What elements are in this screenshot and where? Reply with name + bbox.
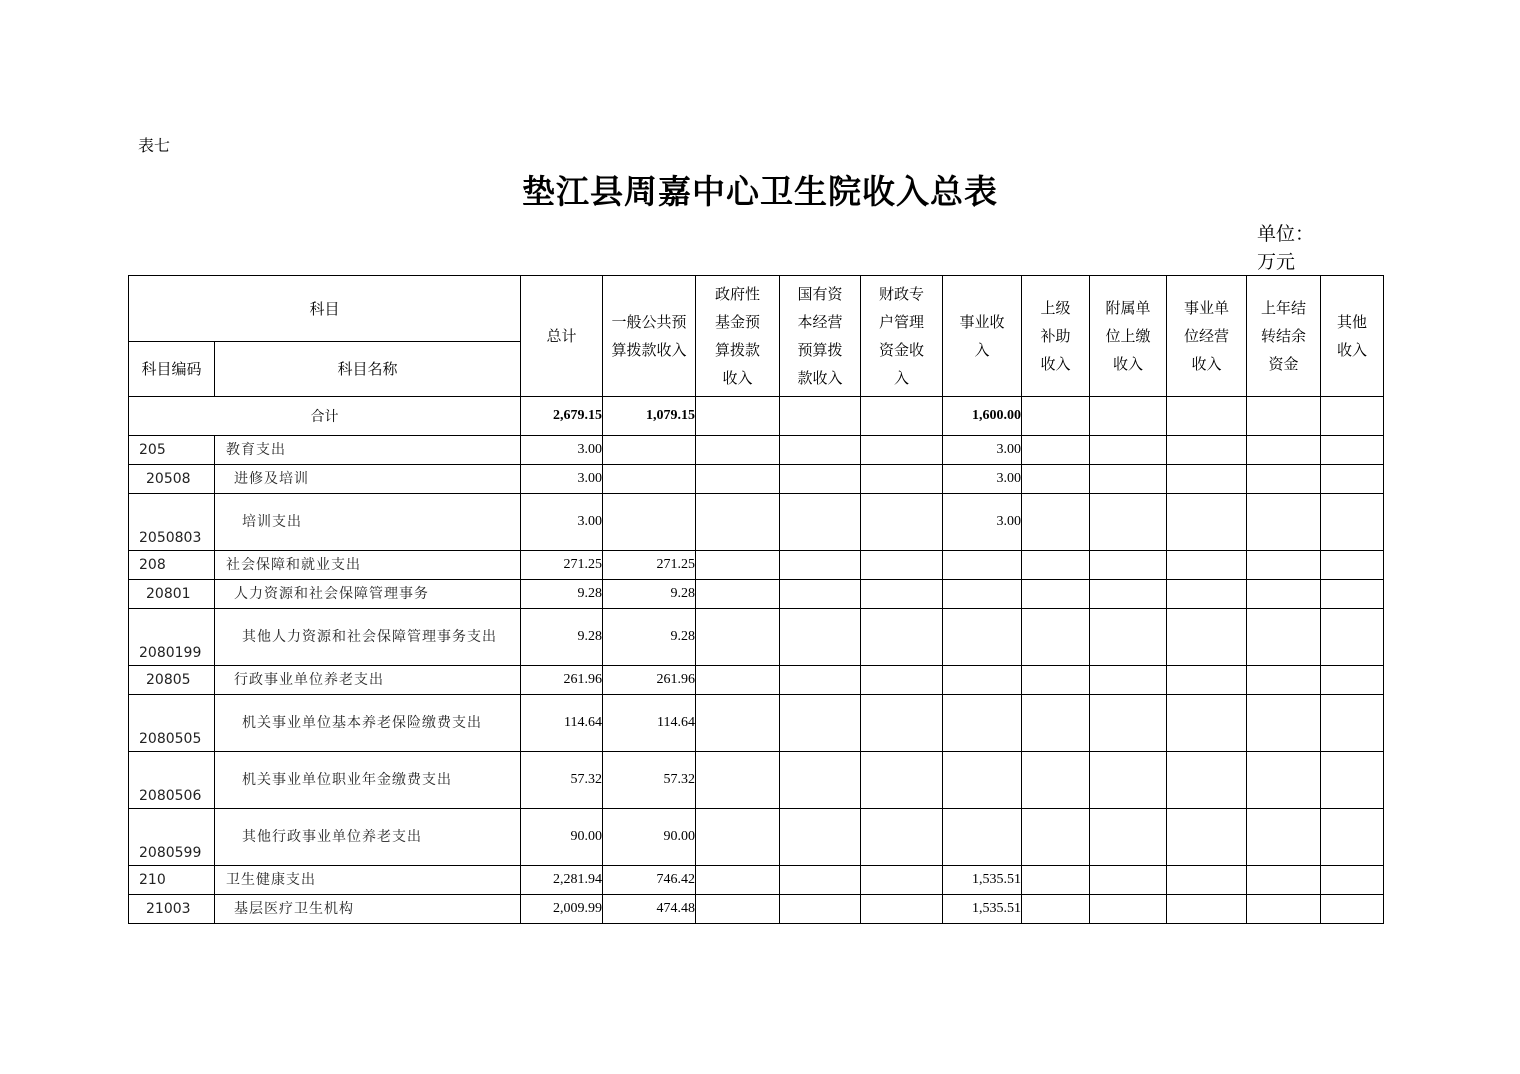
total-row [129,397,1384,436]
row-name: 人力资源和社会保障管理事务 [215,580,521,609]
total-gov-fund [696,397,780,436]
row-gov-fund [696,436,780,465]
total-operating [1167,397,1247,436]
total-business-income: 1,600.00 [943,397,1022,436]
row-affiliated [1090,666,1167,695]
row-special-account [861,609,943,666]
row-code: 20805 [129,666,215,695]
row-affiliated [1090,580,1167,609]
page-label: 表七 [138,136,171,155]
row-code: 20508 [129,465,215,494]
row-business-income: 3.00 [943,465,1022,494]
row-superior-subsidy [1022,866,1090,895]
row-superior-subsidy [1022,666,1090,695]
table-row [129,609,1384,666]
row-superior-subsidy [1022,809,1090,866]
row-other [1321,895,1384,924]
table-row [129,436,1384,465]
header-total: 总计 [521,276,603,397]
row-business-income [943,809,1022,866]
row-special-account [861,695,943,752]
header-affiliated: 附属单位上缴收入 [1090,276,1167,397]
row-affiliated [1090,752,1167,809]
row-other [1321,551,1384,580]
row-code: 2050803 [129,494,215,551]
row-state-capital [780,436,861,465]
row-carryover [1247,494,1321,551]
row-operating [1167,895,1247,924]
row-gov-fund [696,494,780,551]
total-special-account [861,397,943,436]
row-total: 261.96 [521,666,603,695]
row-superior-subsidy [1022,695,1090,752]
header-subject: 科目 [129,276,521,342]
row-name: 其他人力资源和社会保障管理事务支出 [215,609,521,666]
row-carryover [1247,895,1321,924]
row-carryover [1247,609,1321,666]
row-name: 进修及培训 [215,465,521,494]
row-operating [1167,695,1247,752]
row-superior-subsidy [1022,609,1090,666]
row-total: 3.00 [521,494,603,551]
row-state-capital [780,551,861,580]
row-affiliated [1090,494,1167,551]
row-state-capital [780,494,861,551]
page-title: 垫江县周嘉中心卫生院收入总表 [522,172,998,211]
row-affiliated [1090,866,1167,895]
row-special-account [861,551,943,580]
row-business-income [943,752,1022,809]
row-carryover [1247,695,1321,752]
row-gov-fund [696,809,780,866]
row-name: 机关事业单位职业年金缴费支出 [215,752,521,809]
row-code: 210 [129,866,215,895]
row-code: 21003 [129,895,215,924]
row-operating [1167,809,1247,866]
row-gov-fund [696,465,780,494]
row-operating [1167,580,1247,609]
row-gov-fund [696,695,780,752]
row-special-account [861,666,943,695]
row-general-budget [603,436,696,465]
row-other [1321,695,1384,752]
header-code: 科目编码 [129,342,215,397]
row-other [1321,666,1384,695]
row-total: 271.25 [521,551,603,580]
row-state-capital [780,609,861,666]
unit-line-2: 万元 [1257,251,1296,273]
row-total: 114.64 [521,695,603,752]
row-other [1321,580,1384,609]
row-gov-fund [696,580,780,609]
row-business-income [943,666,1022,695]
table-row [129,895,1384,924]
row-other [1321,866,1384,895]
row-state-capital [780,666,861,695]
total-state-capital [780,397,861,436]
row-general-budget: 474.48 [603,895,696,924]
row-special-account [861,809,943,866]
row-operating [1167,436,1247,465]
row-total: 57.32 [521,752,603,809]
row-special-account [861,436,943,465]
table-row [129,866,1384,895]
row-operating [1167,609,1247,666]
row-general-budget: 9.28 [603,609,696,666]
row-state-capital [780,695,861,752]
row-operating [1167,752,1247,809]
row-other [1321,809,1384,866]
row-affiliated [1090,609,1167,666]
row-name: 社会保障和就业支出 [215,551,521,580]
row-business-income [943,551,1022,580]
row-special-account [861,866,943,895]
row-affiliated [1090,436,1167,465]
unit-line-1: 单位： [1257,223,1315,245]
row-superior-subsidy [1022,494,1090,551]
header-operating: 事业单位经营收入 [1167,276,1247,397]
row-business-income: 3.00 [943,494,1022,551]
total-superior-subsidy [1022,397,1090,436]
row-business-income [943,695,1022,752]
header-state-capital: 国有资本经营预算拨款收入 [780,276,861,397]
row-name: 卫生健康支出 [215,866,521,895]
table-row [129,695,1384,752]
row-gov-fund [696,866,780,895]
row-total: 3.00 [521,465,603,494]
row-carryover [1247,551,1321,580]
income-table [128,275,1384,924]
row-superior-subsidy [1022,551,1090,580]
row-other [1321,436,1384,465]
row-state-capital [780,465,861,494]
table-row [129,809,1384,866]
row-general-budget: 271.25 [603,551,696,580]
total-carryover [1247,397,1321,436]
row-name: 培训支出 [215,494,521,551]
total-general-budget: 1,079.15 [603,397,696,436]
row-superior-subsidy [1022,895,1090,924]
row-total: 90.00 [521,809,603,866]
row-general-budget: 57.32 [603,752,696,809]
row-state-capital [780,866,861,895]
row-operating [1167,666,1247,695]
row-other [1321,494,1384,551]
row-state-capital [780,895,861,924]
row-total: 2,281.94 [521,866,603,895]
row-state-capital [780,752,861,809]
header-carryover: 上年结转结余资金 [1247,276,1321,397]
row-name: 教育支出 [215,436,521,465]
header-other: 其他收入 [1321,276,1384,397]
unit-label [1257,220,1317,276]
header-general-budget: 一般公共预算拨款收入 [603,276,696,397]
total-label: 合计 [129,397,521,436]
row-affiliated [1090,465,1167,494]
row-special-account [861,465,943,494]
table-row [129,580,1384,609]
row-special-account [861,752,943,809]
total-other [1321,397,1384,436]
row-affiliated [1090,551,1167,580]
row-name: 其他行政事业单位养老支出 [215,809,521,866]
row-general-budget [603,465,696,494]
row-code: 2080506 [129,752,215,809]
row-operating [1167,494,1247,551]
row-code: 2080599 [129,809,215,866]
header-gov-fund: 政府性基金预算拨款收入 [696,276,780,397]
table-row [129,551,1384,580]
row-superior-subsidy [1022,465,1090,494]
row-state-capital [780,809,861,866]
row-name: 行政事业单位养老支出 [215,666,521,695]
header-business-income: 事业收入 [943,276,1022,397]
row-code: 208 [129,551,215,580]
row-affiliated [1090,895,1167,924]
row-carryover [1247,666,1321,695]
row-code: 20801 [129,580,215,609]
row-business-income: 3.00 [943,436,1022,465]
row-code: 2080199 [129,609,215,666]
header-name: 科目名称 [215,342,521,397]
table-row [129,494,1384,551]
row-business-income [943,609,1022,666]
row-gov-fund [696,752,780,809]
row-carryover [1247,580,1321,609]
row-general-budget: 746.42 [603,866,696,895]
row-total: 9.28 [521,609,603,666]
row-gov-fund [696,895,780,924]
header-special-account: 财政专户管理资金收入 [861,276,943,397]
row-other [1321,465,1384,494]
row-business-income: 1,535.51 [943,866,1022,895]
row-general-budget: 261.96 [603,666,696,695]
row-carryover [1247,866,1321,895]
table-row [129,752,1384,809]
row-code: 2080505 [129,695,215,752]
row-operating [1167,551,1247,580]
row-special-account [861,580,943,609]
row-superior-subsidy [1022,436,1090,465]
row-general-budget: 90.00 [603,809,696,866]
row-name: 基层医疗卫生机构 [215,895,521,924]
row-special-account [861,895,943,924]
row-business-income [943,580,1022,609]
row-superior-subsidy [1022,580,1090,609]
row-carryover [1247,809,1321,866]
row-general-budget: 114.64 [603,695,696,752]
row-other [1321,752,1384,809]
row-code: 205 [129,436,215,465]
row-special-account [861,494,943,551]
row-carryover [1247,465,1321,494]
row-operating [1167,866,1247,895]
row-carryover [1247,752,1321,809]
table-row [129,465,1384,494]
row-carryover [1247,436,1321,465]
row-general-budget: 9.28 [603,580,696,609]
header-superior-subsidy: 上级补助收入 [1022,276,1090,397]
table-row [129,666,1384,695]
row-operating [1167,465,1247,494]
row-gov-fund [696,666,780,695]
total-affiliated [1090,397,1167,436]
row-name: 机关事业单位基本养老保险缴费支出 [215,695,521,752]
row-other [1321,609,1384,666]
row-total: 2,009.99 [521,895,603,924]
row-total: 9.28 [521,580,603,609]
row-general-budget [603,494,696,551]
row-affiliated [1090,695,1167,752]
total-sum: 2,679.15 [521,397,603,436]
row-state-capital [780,580,861,609]
row-gov-fund [696,551,780,580]
row-gov-fund [696,609,780,666]
row-superior-subsidy [1022,752,1090,809]
row-business-income: 1,535.51 [943,895,1022,924]
row-total: 3.00 [521,436,603,465]
row-affiliated [1090,809,1167,866]
